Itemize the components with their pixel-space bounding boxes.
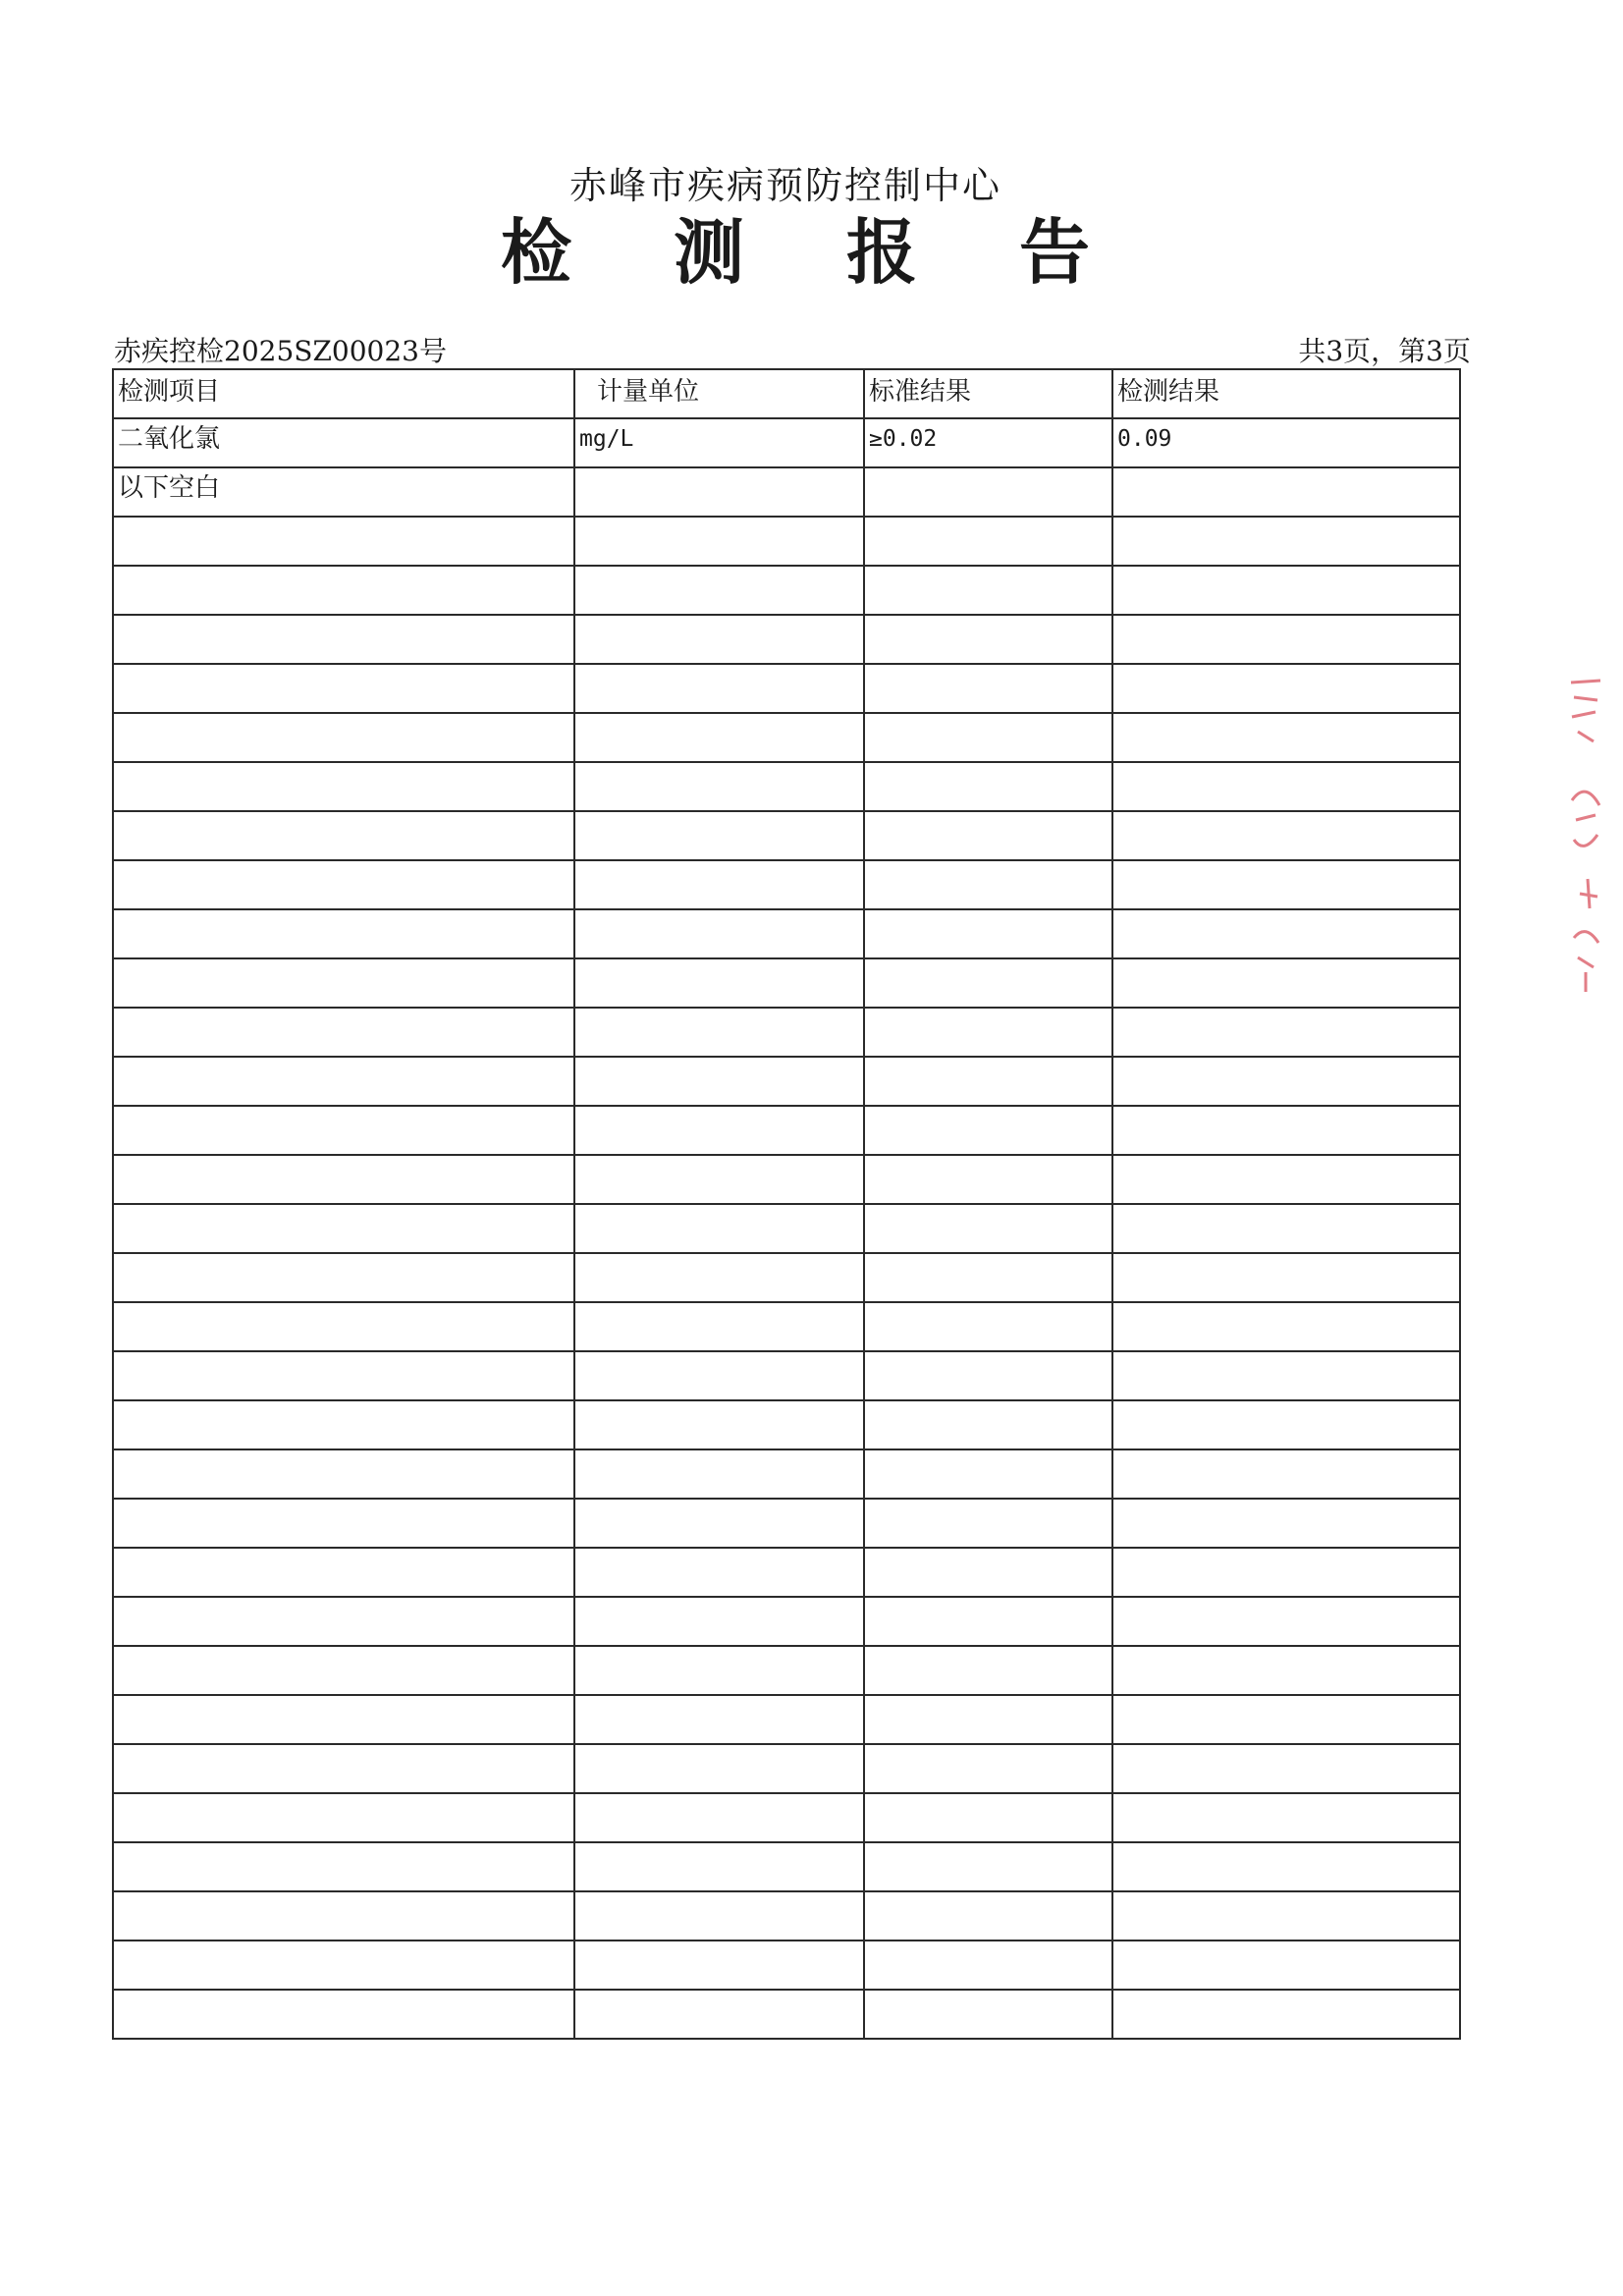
cell-unit-empty [574, 1204, 864, 1253]
cell-result-empty [1112, 1106, 1460, 1155]
table-row [113, 418, 1460, 467]
cell-unit-empty [574, 762, 864, 811]
cell-result-empty [1112, 1499, 1460, 1548]
cell-item-empty [113, 860, 574, 909]
org-name: 赤峰市疾病预防控制中心 [568, 164, 1001, 207]
report-title [501, 208, 1090, 297]
cell-result-empty [1112, 1597, 1460, 1646]
cell-standard-empty [864, 1400, 1112, 1449]
cell-result [1112, 467, 1460, 517]
cell-standard-empty [864, 958, 1112, 1008]
cell-unit-empty [574, 909, 864, 958]
page-info: 共3页，第3页 [1298, 335, 1471, 367]
seam-stamp-image [1566, 673, 1605, 997]
cell-unit-empty [574, 1646, 864, 1695]
cell-standard-empty [864, 1597, 1112, 1646]
blank-row [113, 1302, 1460, 1351]
blank-row [113, 1057, 1460, 1106]
blank-row [113, 1155, 1460, 1204]
cell-standard-empty [864, 1499, 1112, 1548]
cell-unit-empty [574, 1106, 864, 1155]
cell-unit-empty [574, 1891, 864, 1941]
cell-item-empty [113, 1695, 574, 1744]
cell-item-empty [113, 762, 574, 811]
cell-standard-empty [864, 1253, 1112, 1302]
cell-item-empty [113, 1351, 574, 1400]
cell-item-empty [113, 615, 574, 664]
cell-standard-empty [864, 1842, 1112, 1891]
cell-item-empty [113, 1449, 574, 1499]
cell-result-empty [1112, 1351, 1460, 1400]
cell-result-empty [1112, 958, 1460, 1008]
cell-item-empty [113, 1646, 574, 1695]
cell-result-empty [1112, 713, 1460, 762]
blank-row [113, 713, 1460, 762]
cell-item: 以下空白 [113, 467, 574, 517]
cell-result-empty [1112, 1744, 1460, 1793]
cell-unit-empty [574, 1990, 864, 2039]
blank-row [113, 1351, 1460, 1400]
cell-item-empty [113, 1155, 574, 1204]
cell-result-empty [1112, 1204, 1460, 1253]
cell-item-empty [113, 517, 574, 566]
cell-result-empty [1112, 1302, 1460, 1351]
blank-row [113, 664, 1460, 713]
cell-unit-empty [574, 811, 864, 860]
cell-unit-empty [574, 566, 864, 615]
blank-row [113, 762, 1460, 811]
cell-item-empty [113, 1106, 574, 1155]
cell-unit-empty [574, 664, 864, 713]
cell-item: 二氧化氯 [113, 418, 574, 467]
cell-unit-empty [574, 1253, 864, 1302]
report-number: 赤疾控检2025SZ00023号 [114, 335, 447, 367]
cell-result-empty [1112, 1548, 1460, 1597]
blank-row [113, 1990, 1460, 2039]
cell-item-empty [113, 1400, 574, 1449]
cell-standard-empty [864, 1106, 1112, 1155]
cell-item-empty [113, 1744, 574, 1793]
column-header-item: 检测项目 [113, 369, 574, 418]
cell-standard-empty [864, 1204, 1112, 1253]
cell-standard-empty [864, 1744, 1112, 1793]
cell-unit-empty [574, 1351, 864, 1400]
blank-row [113, 615, 1460, 664]
cell-result-empty [1112, 1057, 1460, 1106]
cell-unit-empty [574, 1744, 864, 1793]
cell-item-empty [113, 566, 574, 615]
cell-unit-empty [574, 1449, 864, 1499]
cell-result-empty [1112, 615, 1460, 664]
cell-result-empty [1112, 860, 1460, 909]
cell-result-empty [1112, 1793, 1460, 1842]
cell-item-empty [113, 811, 574, 860]
cell-item-empty [113, 713, 574, 762]
cell-item-empty [113, 909, 574, 958]
cell-standard-empty [864, 1941, 1112, 1990]
blank-row [113, 909, 1460, 958]
table-header-row [113, 369, 1460, 418]
cell-standard-empty [864, 615, 1112, 664]
cell-item-empty [113, 1499, 574, 1548]
cell-standard-empty [864, 664, 1112, 713]
blank-row [113, 1891, 1460, 1941]
blank-row [113, 1400, 1460, 1449]
cell-result-empty [1112, 1008, 1460, 1057]
cell-unit-empty [574, 1008, 864, 1057]
column-header-unit: 计量单位 [574, 369, 864, 418]
cell-unit-empty [574, 517, 864, 566]
cell-standard-empty [864, 1449, 1112, 1499]
blank-row [113, 1499, 1460, 1548]
cell-unit-empty [574, 1499, 864, 1548]
cell-item-empty [113, 1302, 574, 1351]
cell-item-empty [113, 1842, 574, 1891]
cell-result-empty [1112, 1155, 1460, 1204]
cell-result: 0.09 [1112, 418, 1460, 467]
blank-row [113, 1253, 1460, 1302]
cell-result-empty [1112, 1695, 1460, 1744]
blank-row [113, 1008, 1460, 1057]
cell-standard-empty [864, 860, 1112, 909]
cell-result-empty [1112, 1990, 1460, 2039]
blank-row [113, 860, 1460, 909]
report-title-char: 报 [845, 210, 917, 294]
results-table [112, 368, 1461, 2040]
blank-row [113, 1106, 1460, 1155]
cell-item-empty [113, 1597, 574, 1646]
cell-item-empty [113, 1253, 574, 1302]
cell-standard-empty [864, 713, 1112, 762]
cell-item-empty [113, 1891, 574, 1941]
cell-unit-empty [574, 860, 864, 909]
blank-row [113, 1941, 1460, 1990]
blank-row [113, 958, 1460, 1008]
cell-unit-empty [574, 1695, 864, 1744]
blank-row [113, 1548, 1460, 1597]
blank-row [113, 1793, 1460, 1842]
blank-row [113, 1695, 1460, 1744]
cell-result-empty [1112, 1400, 1460, 1449]
cell-item-empty [113, 1548, 574, 1597]
cell-standard-empty [864, 1891, 1112, 1941]
cell-standard-empty [864, 1302, 1112, 1351]
cell-standard-empty [864, 1793, 1112, 1842]
cell-standard: ≥0.02 [864, 418, 1112, 467]
cell-result-empty [1112, 1646, 1460, 1695]
cell-standard [864, 467, 1112, 517]
cell-standard-empty [864, 517, 1112, 566]
blank-row [113, 1204, 1460, 1253]
blank-row [113, 1597, 1460, 1646]
blank-row [113, 1449, 1460, 1499]
cell-unit-empty [574, 1941, 864, 1990]
column-header-standard: 标准结果 [864, 369, 1112, 418]
cell-unit-empty [574, 1400, 864, 1449]
cell-result-empty [1112, 1842, 1460, 1891]
cell-unit [574, 467, 864, 517]
cell-standard-empty [864, 1646, 1112, 1695]
cell-result-empty [1112, 909, 1460, 958]
cell-standard-empty [864, 909, 1112, 958]
cell-unit-empty [574, 958, 864, 1008]
blank-row [113, 1646, 1460, 1695]
blank-row [113, 566, 1460, 615]
table-row [113, 467, 1460, 517]
cell-standard-empty [864, 1990, 1112, 2039]
cell-item-empty [113, 1941, 574, 1990]
report-title-char: 告 [1018, 210, 1090, 294]
blank-row [113, 811, 1460, 860]
cell-item-empty [113, 1008, 574, 1057]
blank-row [113, 1842, 1460, 1891]
cell-unit: mg/L [574, 418, 864, 467]
cell-result-empty [1112, 664, 1460, 713]
cell-standard-empty [864, 1155, 1112, 1204]
blank-row [113, 517, 1460, 566]
cell-unit-empty [574, 1155, 864, 1204]
cell-result-empty [1112, 566, 1460, 615]
report-title-char: 测 [673, 210, 744, 294]
cell-unit-empty [574, 1548, 864, 1597]
cell-unit-empty [574, 713, 864, 762]
cell-result-empty [1112, 1891, 1460, 1941]
cell-unit-empty [574, 1302, 864, 1351]
cell-item-empty [113, 1057, 574, 1106]
cell-unit-empty [574, 1057, 864, 1106]
cell-standard-empty [864, 1548, 1112, 1597]
cell-item-empty [113, 664, 574, 713]
cell-result-empty [1112, 762, 1460, 811]
cell-result-empty [1112, 1449, 1460, 1499]
cell-item-empty [113, 1793, 574, 1842]
cell-result-empty [1112, 1253, 1460, 1302]
cell-standard-empty [864, 1008, 1112, 1057]
report-title-char: 检 [501, 210, 572, 294]
cell-standard-empty [864, 811, 1112, 860]
cell-unit-empty [574, 615, 864, 664]
cell-standard-empty [864, 1351, 1112, 1400]
cell-result-empty [1112, 517, 1460, 566]
cell-unit-empty [574, 1842, 864, 1891]
cell-unit-empty [574, 1793, 864, 1842]
column-header-result: 检测结果 [1112, 369, 1460, 418]
cell-standard-empty [864, 1057, 1112, 1106]
cell-standard-empty [864, 566, 1112, 615]
cell-standard-empty [864, 762, 1112, 811]
cell-item-empty [113, 1204, 574, 1253]
cell-result-empty [1112, 811, 1460, 860]
cell-unit-empty [574, 1597, 864, 1646]
blank-row [113, 1744, 1460, 1793]
cell-item-empty [113, 958, 574, 1008]
cell-item-empty [113, 1990, 574, 2039]
cell-standard-empty [864, 1695, 1112, 1744]
cell-result-empty [1112, 1941, 1460, 1990]
